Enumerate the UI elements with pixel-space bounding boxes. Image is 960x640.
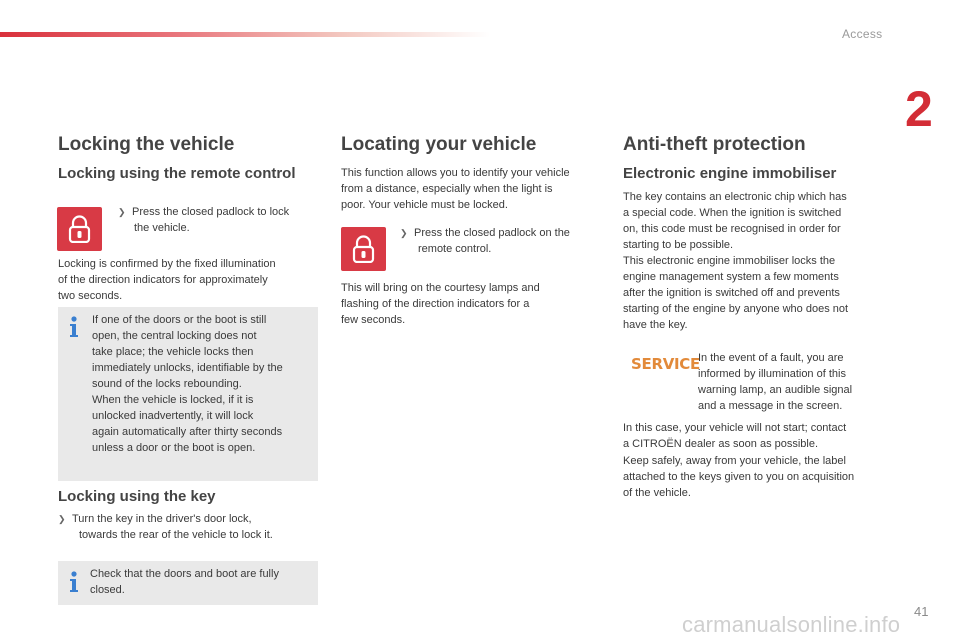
- padlock-button-icon: [57, 207, 102, 251]
- top-accent-bar: [0, 32, 490, 37]
- watermark: carmanualsonline.info: [682, 612, 901, 637]
- locating-vehicle-title: Locating your vehicle: [341, 134, 537, 155]
- padlock-button-icon: [341, 227, 386, 271]
- arrow-bullet-icon: ❯: [400, 228, 408, 238]
- arrow-bullet-icon: ❯: [58, 514, 66, 524]
- section-label: Access: [842, 27, 883, 41]
- service-warning-lamp-icon: SERVICE: [631, 355, 700, 373]
- key-subtitle: Locking using the key: [58, 488, 216, 505]
- dealer-text: In this case, your vehicle will not start; contact a CITROËN dealer as soon as possible.: [623, 422, 847, 450]
- locating-step: ❯ Press the closed padlock on the remote control.: [400, 227, 570, 255]
- info-note-locking: [58, 307, 318, 481]
- remote-step: ❯ Press the closed padlock to lock the vehicle.: [118, 206, 290, 234]
- immobiliser-body: The key contains an electronic chip which has a special code. When the ignition is switched on, this code must be recognised in order for starting to be possible. This electronic engine immobiliser locks the engine management system a few moments after the ignition is switched off and prevents starting of the engine by anyone who does not have the key.: [623, 191, 849, 331]
- info-note-check: [58, 561, 318, 605]
- info-icon: [68, 316, 82, 336]
- info-note-locking-text: If one of the doors or the boot is still open, the central locking does not take place; the vehicle locks then immediately unlocks, identifiable by the sound of the locks rebounding. When the vehicle is locked, if it is unlocked inadvertently, it will lock again automatically after thirty seconds unless a door or the boot is open.: [92, 314, 283, 454]
- keep-safe-text: Keep safely, away from your vehicle, the label attached to the keys given to you on acquisition of the vehicle.: [623, 455, 855, 499]
- locking-vehicle-title: Locking the vehicle: [58, 134, 235, 155]
- key-step: ❯ Turn the key in the driver's door lock, towards the rear of the vehicle to lock it.: [58, 513, 273, 541]
- fault-text: In the event of a fault, you are informed by illumination of this warning lamp, an audible signal and a message in the screen.: [698, 352, 853, 412]
- arrow-bullet-icon: ❯: [118, 207, 126, 217]
- chapter-number: 2: [905, 81, 933, 137]
- page-number: 41: [914, 604, 929, 619]
- locating-result: This will bring on the courtesy lamps and flashing of the direction indicators for a few seconds.: [341, 282, 540, 326]
- locating-intro: This function allows you to identify your vehicle from a distance, especially when the light is poor. Your vehicle must be locked.: [341, 167, 570, 211]
- remote-control-subtitle: Locking using the remote control: [58, 165, 296, 182]
- anti-theft-title: Anti-theft protection: [623, 134, 806, 155]
- info-icon: [68, 571, 82, 591]
- immobiliser-subtitle: Electronic engine immobiliser: [623, 165, 837, 182]
- confirm-text: Locking is confirmed by the fixed illumination of the direction indicators for approximately two seconds.: [58, 258, 276, 302]
- info-note-check-text: Check that the doors and boot are fully closed.: [90, 568, 279, 596]
